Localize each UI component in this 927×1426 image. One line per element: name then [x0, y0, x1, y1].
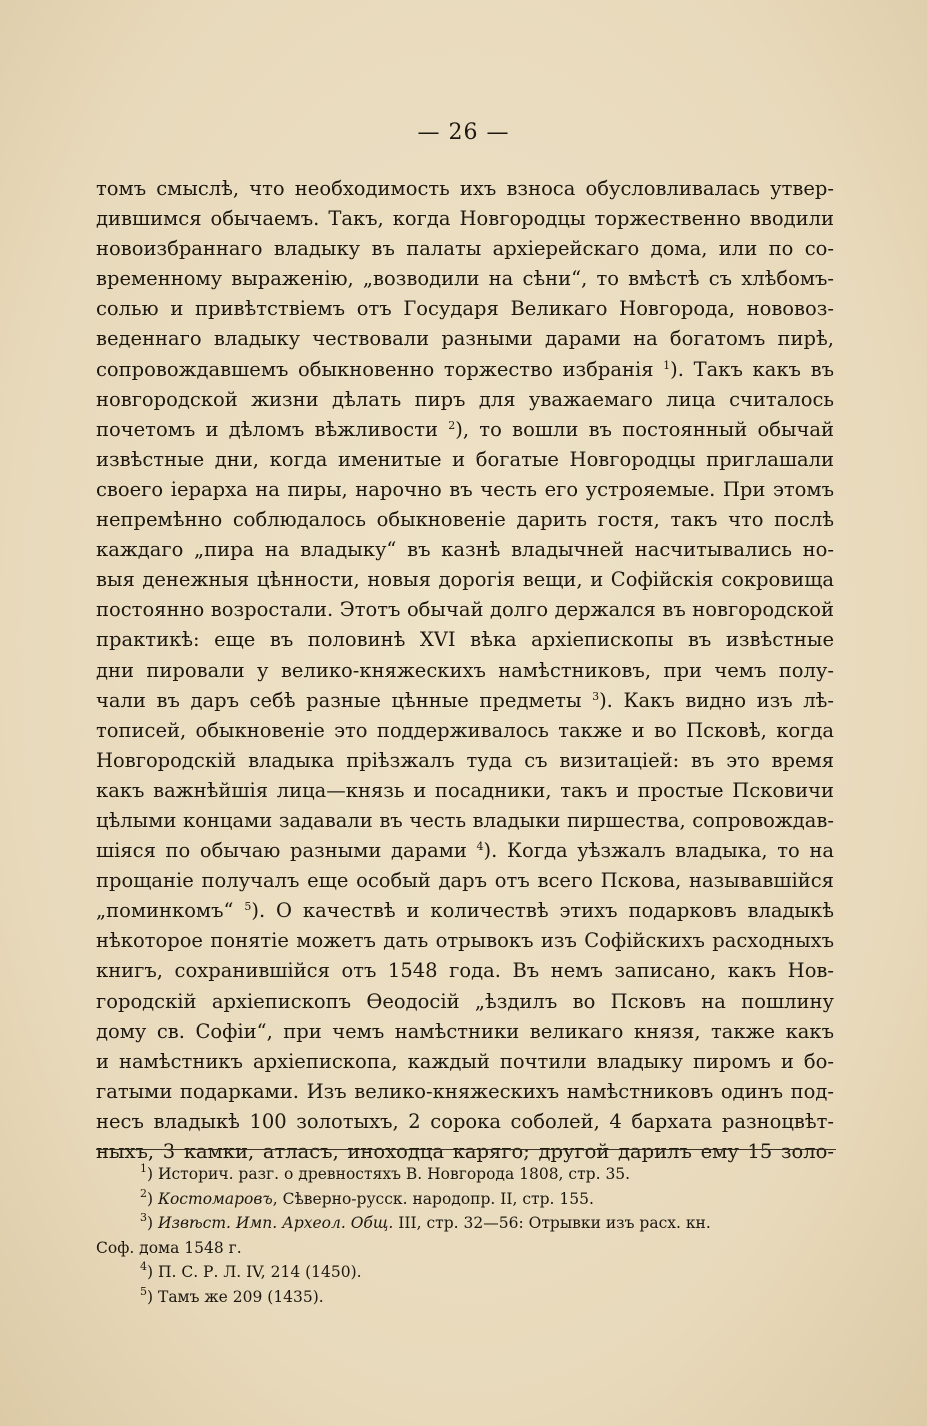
text-line: томъ смыслѣ, что необходимость ихъ взноса обусловливалась утвер-: [96, 177, 834, 200]
text-line: дившимся обычаемъ. Такъ, когда Новгородцы торжественно вводили: [96, 207, 834, 231]
text-line: сопровождавшемъ обыкновенно торжество избранія $^1$). Такъ какъ въ: [96, 357, 834, 381]
text-line: цѣлыми концами задавали въ честь владыки пиршества, сопровождав-: [96, 808, 834, 832]
text-line: „поминкомъ“ $^5$). О качествѣ и количествѣ этихъ подарковъ владыкѣ: [96, 899, 834, 923]
text-line: и намѣстникъ архіепископа, каждый почтили владыку пиромъ и бо-: [96, 1049, 834, 1073]
footnote-ref: 5: [244, 900, 252, 914]
text-line: чали въ даръ себѣ разные цѣнные предметы $^3$). Какъ видно изъ лѣ-: [96, 688, 835, 712]
text-line: прощаніе получалъ еще особый даръ отъ всего Пскова, называвшійся: [96, 869, 834, 893]
footnotes: [96, 1162, 836, 1309]
footnote: $^2$) Костомаровъ, Сѣверно-русск. народопр. II, стр. 155.: [140, 1186, 594, 1208]
text-line: городскій архіепископъ Ѳеодосій „ѣздилъ во Псковъ на пошлину: [96, 989, 834, 1013]
footnote: $^1$) Историч. разг. о древностяхъ В. Новгорода 1808, стр. 35.: [140, 1162, 631, 1183]
text-line: новоизбраннаго владыку въ палаты архіерейскаго дома, или по со-: [96, 237, 834, 261]
text-line: веденнаго владыку чествовали разными дарами на богатомъ пирѣ,: [96, 327, 834, 351]
text-line: временному выраженію, „возводили на сѣни“, то вмѣстѣ съ хлѣбомъ-: [96, 267, 834, 291]
text-line: новгородской жизни дѣлать пиръ для уважаемаго лица считалось: [96, 387, 834, 411]
footnote-divider: [96, 1149, 836, 1150]
main-text: [96, 174, 834, 1167]
text-line: непремѣнно соблюдалось обыкновеніе дарить гостя, такъ что послѣ: [96, 508, 834, 532]
footnote-ref: 1: [663, 358, 671, 372]
text-line: ныхъ, 3 камки, атласъ, иноходца каряго; другой дарилъ ему 15 золо-: [96, 1140, 834, 1163]
text-line: книгъ, сохранившійся отъ 1548 года. Въ немъ записано, какъ Нов-: [96, 959, 834, 983]
text-line: постоянно возростали. Этотъ обычай долго держался въ новгородской: [96, 598, 834, 622]
text-line: гатыми подарками. Изъ велико-княжескихъ намѣстниковъ одинъ под-: [96, 1079, 834, 1103]
text-line: выя денежныя цѣнности, новыя дорогія вещи, и Софійскія сокровища: [96, 568, 834, 592]
text-line: извѣстные дни, когда именитые и богатые Новгородцы приглашали: [96, 447, 834, 471]
footnote: $^5$) Тамъ же 209 (1435).: [140, 1284, 324, 1306]
text-line: дни пировали у велико-княжескихъ намѣстниковъ, при чемъ полу-: [96, 658, 834, 682]
text-line: каждаго „пира на владыку“ въ казнѣ владычней насчитывались но-: [96, 538, 834, 562]
text-line: практикѣ: еще въ половинѣ XVI вѣка архіепископы въ извѣстные: [96, 628, 834, 652]
text-line: тописей, обыкновеніе это поддерживалось также и во Псковѣ, когда: [96, 718, 834, 742]
text-line: своего іерарха на пиры, нарочно въ честь его устрояемые. При этомъ: [96, 477, 834, 501]
footnote-ref: 4: [476, 840, 484, 854]
text-line: несъ владыкѣ 100 золотыхъ, 2 сорока соболей, 4 бархата разноцвѣт-: [96, 1109, 834, 1133]
text-line: Новгородскій владыка пріѣзжалъ туда съ визитаціей: въ это время: [96, 748, 834, 772]
text-line: какъ важнѣйшія лица—князь и посадники, такъ и простые Псковичи: [96, 778, 834, 802]
footnote-continuation: Соф. дома 1548 г.: [96, 1238, 242, 1257]
footnote-ref: 3: [592, 689, 600, 703]
text-line: нѣкоторое понятіе можетъ дать отрывокъ изъ Софійскихъ расходныхъ: [96, 929, 834, 953]
footnote-ref: 2: [448, 418, 456, 432]
footnote: $^3$) Извѣст. Имп. Археол. Общ. III, стр. 32—56: Отрывки изъ расх. кн.: [140, 1211, 711, 1232]
text-line: шіяся по обычаю разными дарами $^4$). Когда уѣзжалъ владыка, то на: [96, 839, 834, 863]
text-line: дому св. Софіи“, при чемъ намѣстники великаго князя, также какъ: [96, 1019, 834, 1043]
footnote: $^4$) П. С. Р. Л. IV, 214 (1450).: [140, 1260, 362, 1281]
text-line: почетомъ и дѣломъ вѣжливости $^2$), то вошли въ постоянный обычай: [96, 417, 834, 441]
text-line: солью и привѣтствіемъ отъ Государя Великаго Новгорода, нововоз-: [96, 297, 834, 321]
page-number: — 26 —: [417, 120, 510, 145]
